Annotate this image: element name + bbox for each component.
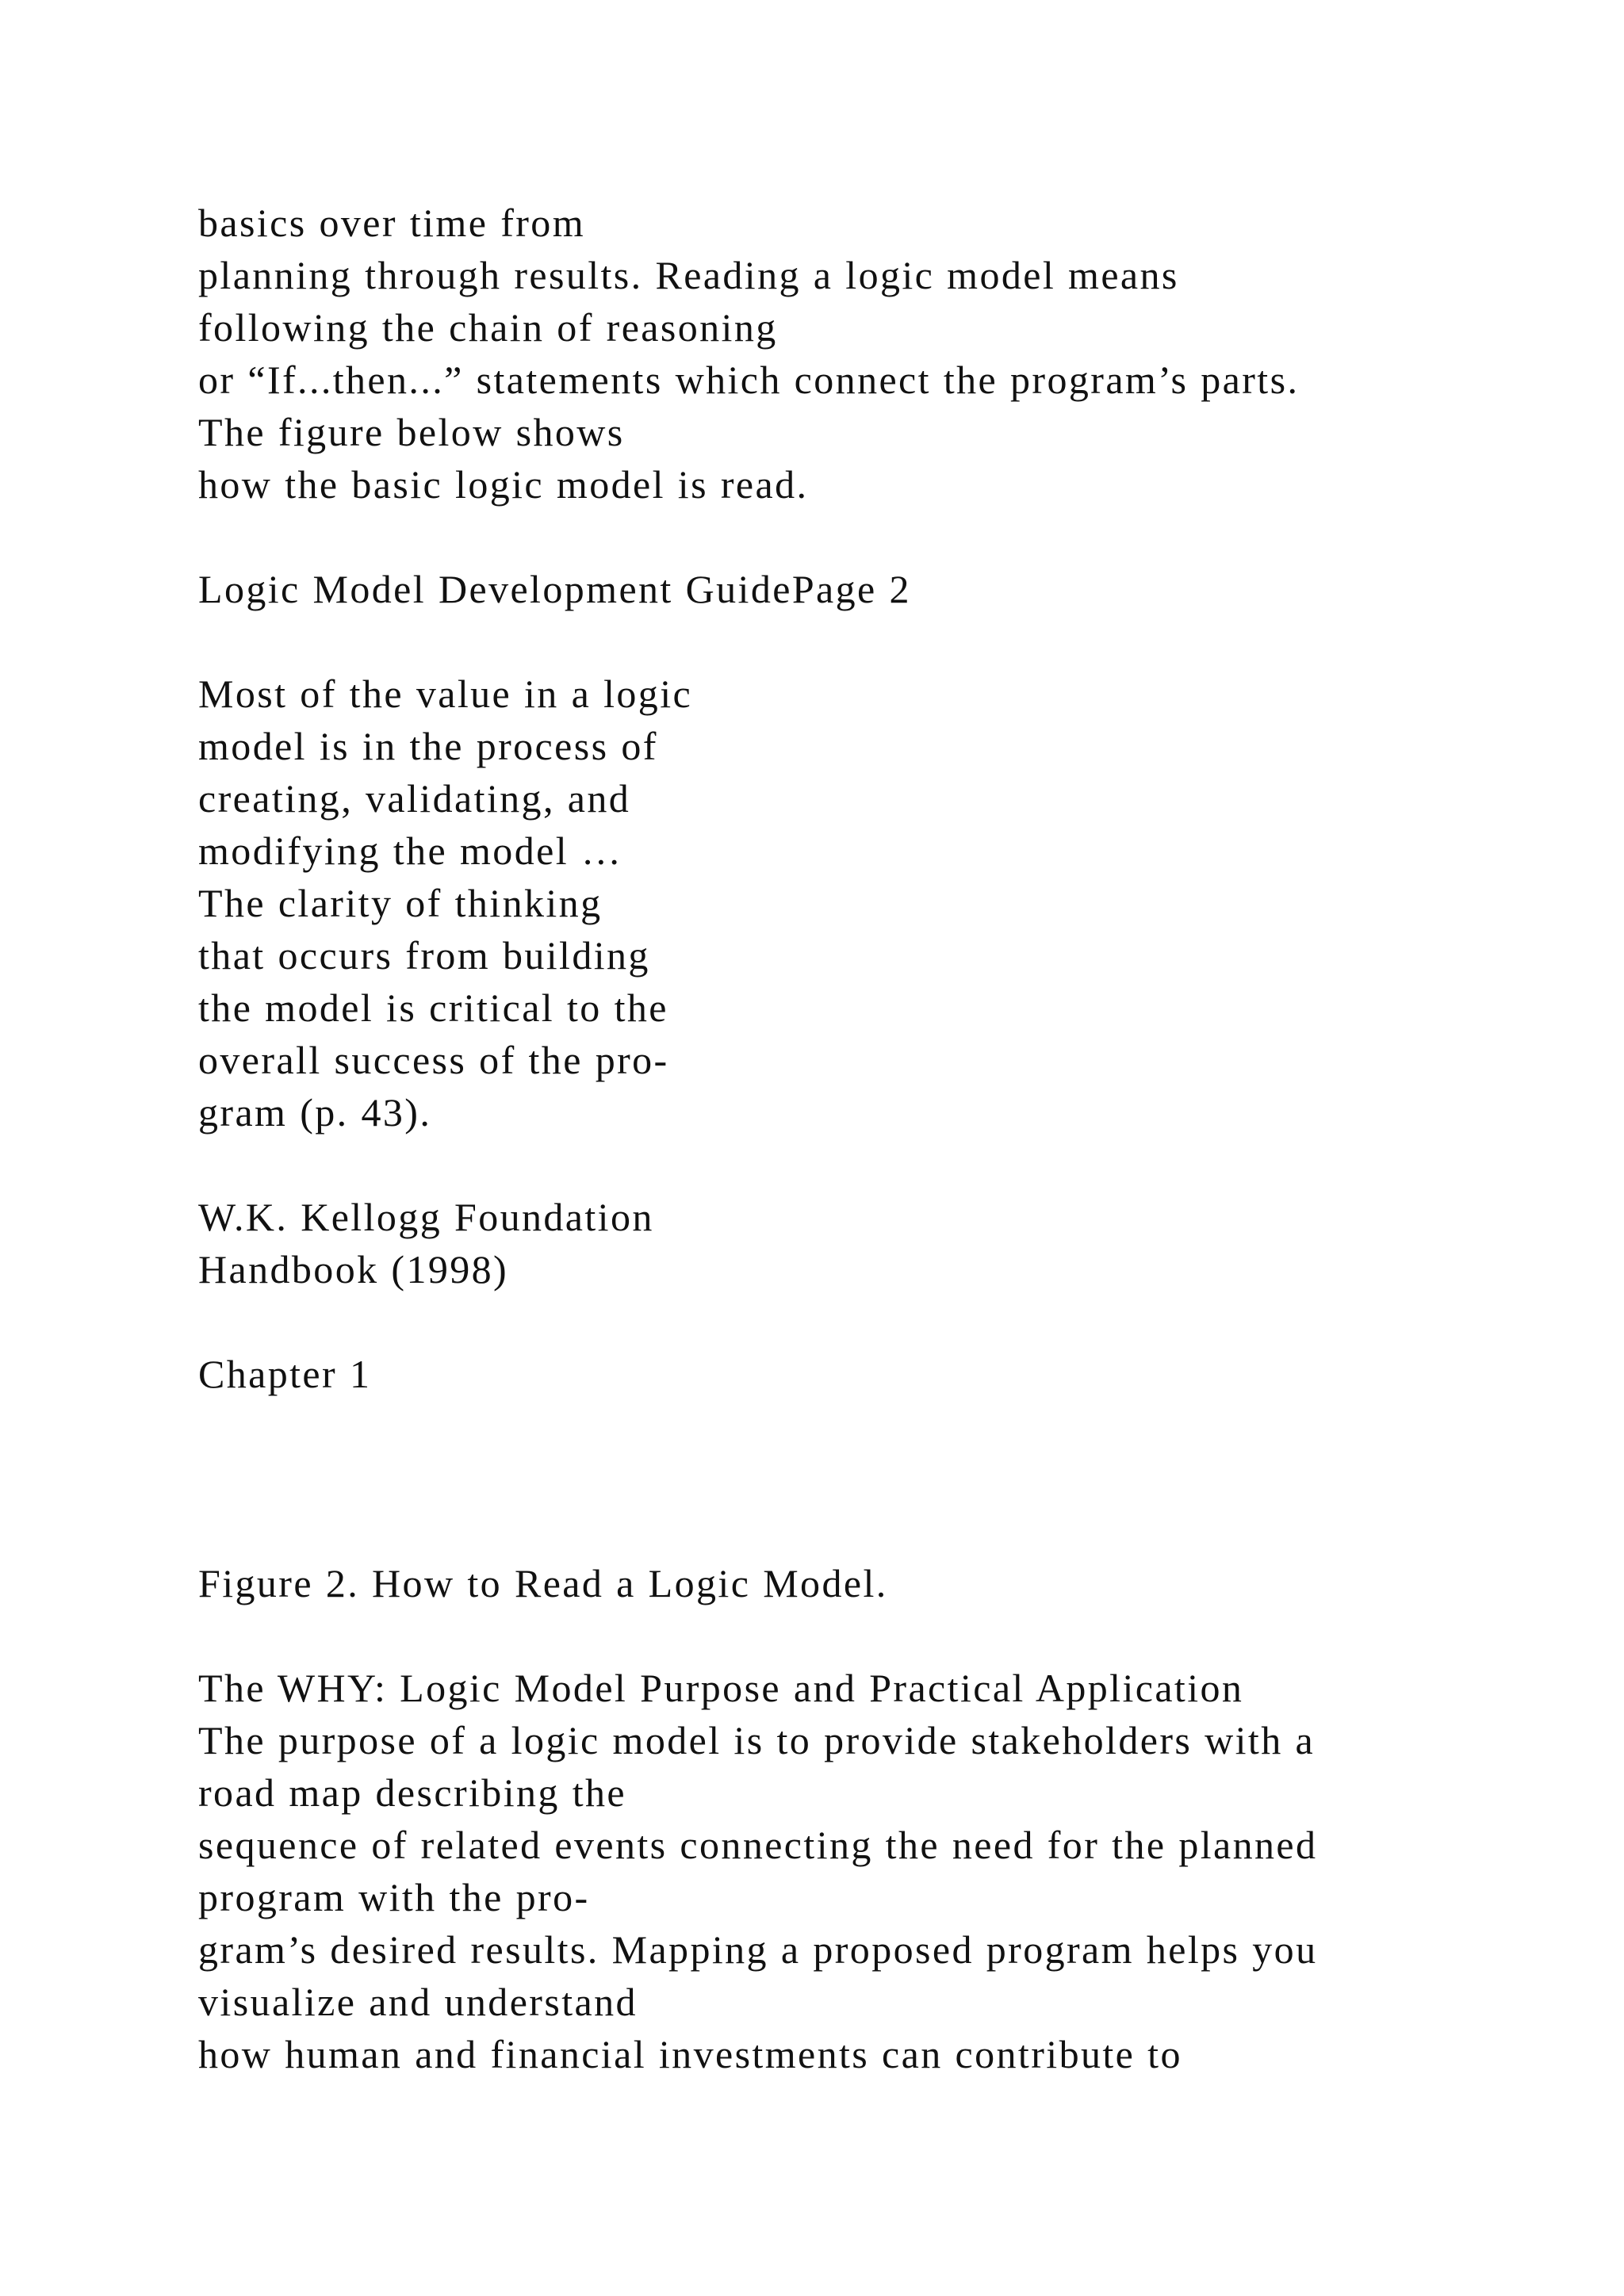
section-heading: The WHY: Logic Model Purpose and Practical Application bbox=[198, 1666, 1244, 1710]
quote-line: model is in the process of bbox=[198, 724, 658, 768]
text-line: following the chain of reasoning bbox=[198, 305, 778, 350]
quote-line: gram (p. 43). bbox=[198, 1090, 432, 1135]
blank-line bbox=[198, 615, 1546, 668]
text-line: or “If...then...” statements which connect the program’s parts. bbox=[198, 358, 1300, 402]
paragraph-reading-logic-model bbox=[198, 197, 1546, 511]
text-line: The purpose of a logic model is to provide stakeholders with a bbox=[198, 1718, 1316, 1762]
paragraph-logic-model-purpose bbox=[198, 1662, 1546, 2080]
blank-line bbox=[198, 1295, 1546, 1348]
attribution-line: Handbook (1998) bbox=[198, 1247, 509, 1292]
quote-line: overall success of the pro- bbox=[198, 1038, 669, 1082]
blank-line bbox=[198, 1400, 1546, 1452]
page-header-text: Logic Model Development GuidePage 2 bbox=[198, 567, 911, 611]
quote-line: The clarity of thinking bbox=[198, 881, 603, 925]
blank-line bbox=[198, 1138, 1546, 1191]
quote-line: creating, validating, and bbox=[198, 776, 631, 821]
pull-quote bbox=[198, 668, 1546, 1138]
text-line: basics over time from bbox=[198, 201, 585, 245]
text-line: program with the pro- bbox=[198, 1875, 590, 1919]
blank-line bbox=[198, 1452, 1546, 1505]
quote-attribution bbox=[198, 1191, 1546, 1295]
blank-line bbox=[198, 1505, 1546, 1557]
figure-caption bbox=[198, 1557, 1546, 1609]
attribution-line: W.K. Kellogg Foundation bbox=[198, 1195, 654, 1239]
quote-line: Most of the value in a logic bbox=[198, 672, 693, 716]
text-line: visualize and understand bbox=[198, 1980, 638, 2024]
chapter-text: Chapter 1 bbox=[198, 1352, 372, 1396]
text-line: planning through results. Reading a logic model means bbox=[198, 253, 1179, 297]
quote-line: modifying the model … bbox=[198, 828, 623, 873]
text-line: gram’s desired results. Mapping a proposed program helps you bbox=[198, 1927, 1318, 1972]
text-line: The figure below shows bbox=[198, 410, 625, 454]
text-line: how human and financial investments can contribute to bbox=[198, 2032, 1182, 2076]
chapter-label bbox=[198, 1348, 1546, 1400]
caption-text: Figure 2. How to Read a Logic Model. bbox=[198, 1561, 888, 1605]
text-line: sequence of related events connecting the need for the planned bbox=[198, 1823, 1318, 1867]
document-body bbox=[198, 197, 1546, 2080]
blank-line bbox=[198, 1609, 1546, 1662]
text-line: road map describing the bbox=[198, 1770, 626, 1815]
text-line: how the basic logic model is read. bbox=[198, 462, 809, 507]
running-header bbox=[198, 563, 1546, 615]
quote-line: that occurs from building bbox=[198, 933, 650, 978]
quote-line: the model is critical to the bbox=[198, 985, 668, 1030]
blank-line bbox=[198, 511, 1546, 563]
